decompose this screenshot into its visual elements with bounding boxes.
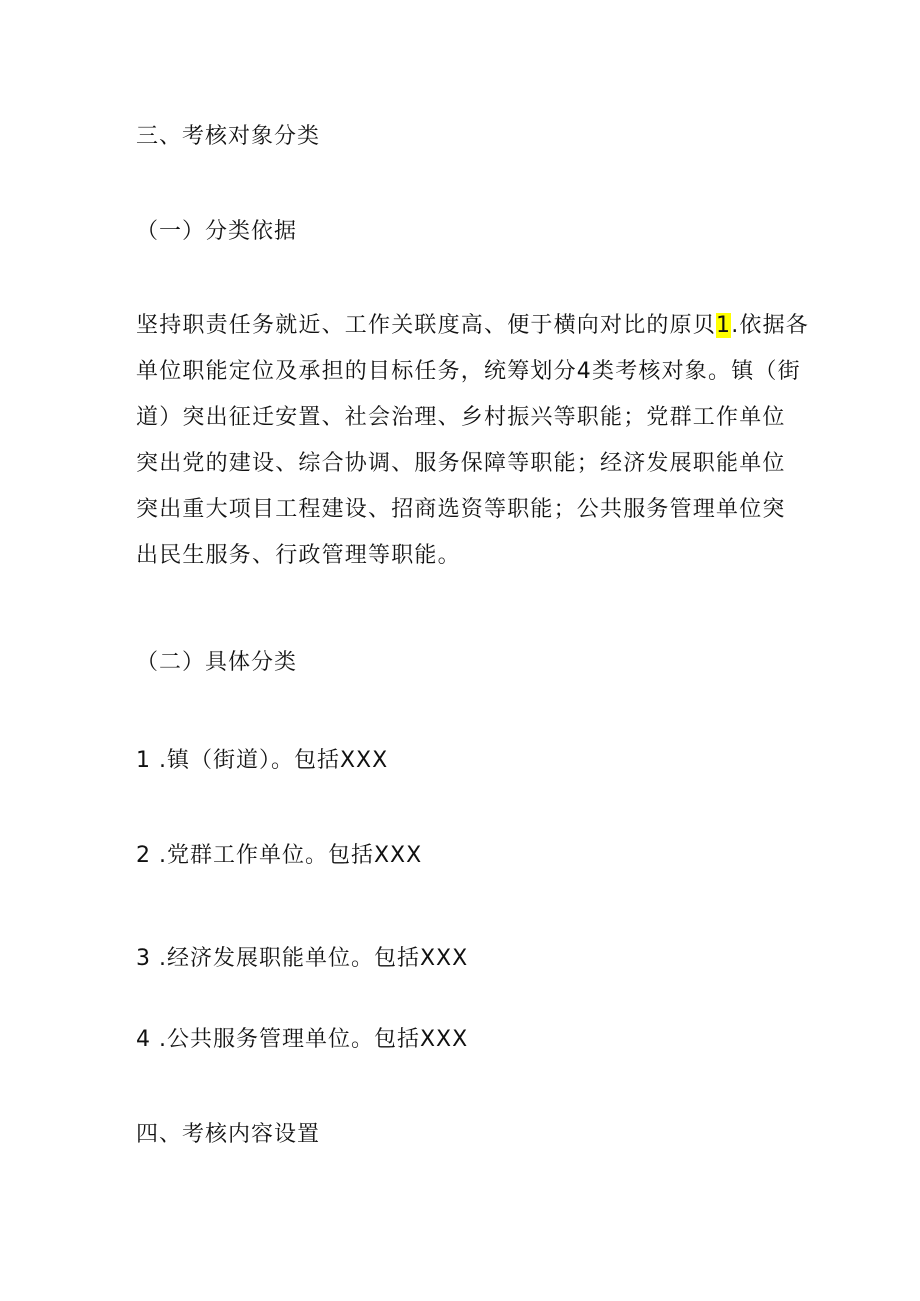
paragraph-line-2: 单位职能定位及承担的目标任务，统筹划分4类考核对象。镇（街 [136, 359, 801, 384]
paragraph-line-1-tail: .依据各 [731, 313, 810, 338]
paragraph-line-3: 道）突出征迁安置、社会治理、乡村振兴等职能；党群工作单位 [136, 405, 786, 430]
body-paragraph [136, 303, 810, 579]
subsection-heading-2: （二）具体分类 [136, 650, 298, 675]
paragraph-line-5: 突出重大项目工程建设、招商选资等职能；公共服务管理单位突 [136, 497, 786, 522]
section-heading-3: 三、考核对象分类 [136, 124, 321, 149]
subsection-heading-1: （一）分类依据 [136, 219, 298, 244]
list-item-2: 2 .党群工作单位。包括XXX [136, 843, 423, 868]
list-item-4: 4 .公共服务管理单位。包括XXX [136, 1027, 469, 1052]
list-item-3: 3 .经济发展职能单位。包括XXX [136, 946, 469, 971]
paragraph-line-1-text: 坚持职责任务就近、工作关联度高、便于横向对比的原贝 [136, 313, 717, 338]
highlighted-marker: 1 [716, 313, 732, 338]
list-item-1: 1 .镇（街道）。包括XXX [136, 748, 389, 773]
paragraph-line-6: 出民生服务、行政管理等职能。 [136, 543, 461, 568]
section-heading-4: 四、考核内容设置 [136, 1122, 321, 1147]
paragraph-line-1 [136, 303, 810, 349]
paragraph-line-4: 突出党的建设、综合协调、服务保障等职能；经济发展职能单位 [136, 451, 786, 476]
